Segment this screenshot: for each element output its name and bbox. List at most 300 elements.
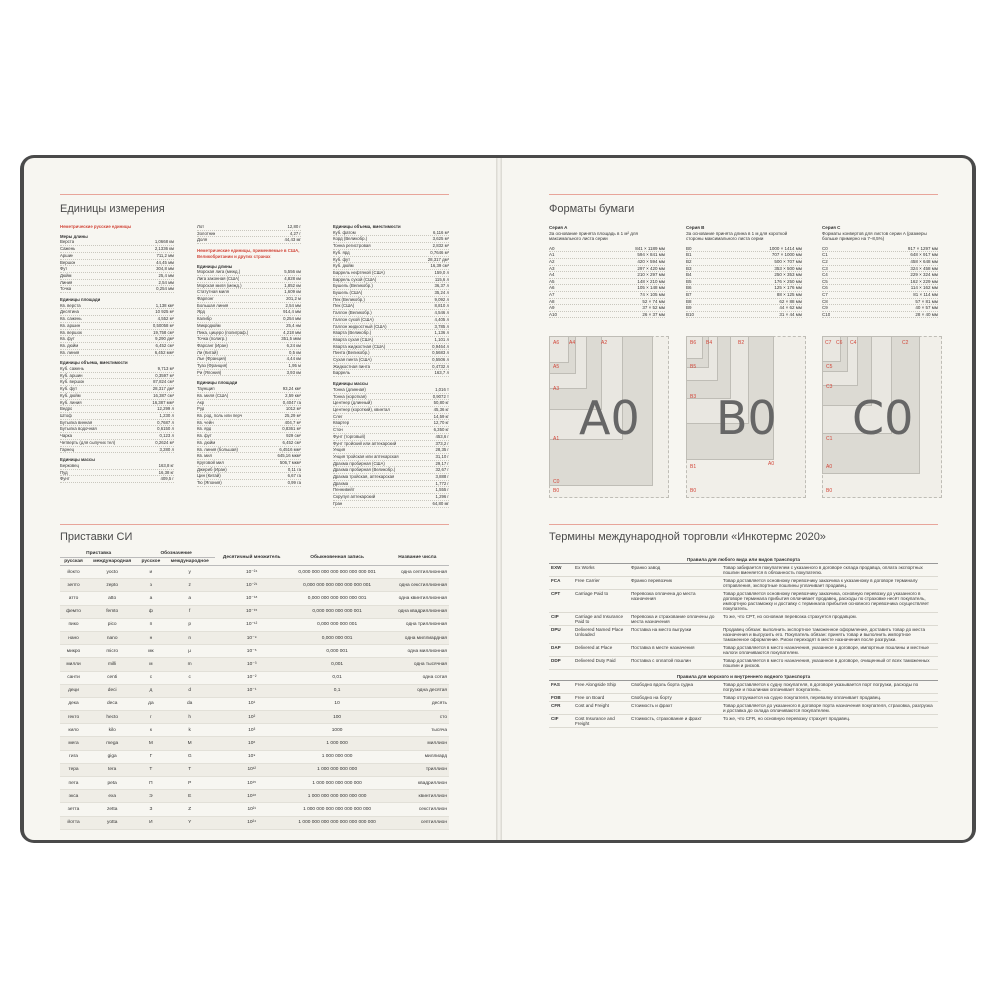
unit-name: Кв. аршин [60,322,81,328]
si-cell: E [164,790,214,803]
incoterms-cell: FOB [549,694,573,702]
unit-value: 0,7646 м³ [430,249,449,255]
si-cell: a [164,592,214,605]
unit-name: Тонна регистровая [333,243,371,249]
incoterms-cell: Франко завод [629,564,721,577]
unit-row [60,239,174,246]
si-cell: centi [87,671,137,684]
si-cell: П [137,777,164,790]
unit-value: 16,387 см³ [153,392,174,398]
unit-value: 25,4 мм [158,272,174,278]
si-cell: санти [60,671,87,684]
paper-format-label: C2 [902,340,909,346]
unit-value: 4,552 м² [157,316,174,322]
si-cell: hecto [87,711,137,724]
unit-value: 297 × 420 мм [637,265,665,271]
unit-value: 6,350 кг [433,427,449,433]
units-column-3 [333,224,449,508]
si-cell: deca [87,697,137,710]
si-cell: и [137,566,164,579]
si-cell: h [164,711,214,724]
unit-value: 351,5 мкм [281,336,301,342]
si-row [60,658,449,671]
unit-row [549,292,665,299]
si-cell: одна десятая [386,684,449,697]
unit-value: 176 × 250 мм [774,278,802,284]
unit-value: 45,36 кг [433,406,449,412]
unit-value: 404,7 м² [284,419,301,425]
unit-name: Фарлонг [197,296,214,302]
unit-name: Цин (Китай) [197,473,221,479]
unit-name: Десятина [60,309,79,315]
unit-value: 506,7 мкм² [279,459,301,465]
series-desc: За основание принята площадь в 1 м² для максимального листа серии [549,230,638,242]
unit-row [333,407,449,414]
unit-row [686,279,802,286]
unit-value: 0,2624 м³ [155,439,174,445]
unit-value: 6,24 км [286,342,301,348]
unit-name: Пуд [60,469,68,475]
si-cell: тера [60,763,87,776]
incoterms-row [549,564,938,577]
si-cell: 10¹⁵ [215,777,289,790]
unit-row [333,324,449,331]
unit-value: 3,785 л [434,323,449,329]
si-cell: сто [386,711,449,724]
unit-row [333,290,449,297]
unit-row [333,344,449,351]
unit-value: 6,4516 мм² [279,446,301,452]
si-cell: nano [87,631,137,644]
unit-value: 162 × 229 мм [910,278,938,284]
units-group-title: Единицы площади [197,380,238,386]
si-cell: 1 000 000 000 000 000 000 000 [289,803,386,816]
incoterms-cell: То же, что CFR, но основную перевозку страхует продавец. [721,715,938,728]
series-desc: За основание принята длина в 1 м для короткой стороны максимального листа серии [686,230,788,242]
units-column-1 [60,224,174,483]
unit-name: Драхма тройская, аптекарская [333,474,395,480]
si-row [60,697,449,710]
si-cell: м [137,658,164,671]
unit-row [60,260,174,267]
unit-row [333,236,449,243]
unit-value: 0,4732 л [432,363,449,369]
paper-format-big-label: C0 [852,391,914,445]
unit-value: 409,5 г [160,476,174,482]
si-cell: фемто [60,605,87,618]
unit-row [822,305,938,312]
unit-row [197,370,301,377]
unit-row [333,337,449,344]
unit-row [60,246,174,253]
si-cell: yocto [87,566,137,579]
si-cell: giga [87,750,137,763]
unit-value: 12,299 л [157,406,174,412]
si-cell: квадриллион [386,777,449,790]
unit-value: 3,93 км [286,369,301,375]
si-cell: атто [60,592,87,605]
unit-name: Большая линия [197,302,229,308]
incoterms-cell: Delivered at Place [573,644,629,657]
unit-name: Статутная миля [197,289,229,295]
unit-value: 37 × 52 мм [642,305,665,311]
unit-row [197,276,301,283]
unit-row [60,253,174,260]
unit-value: 711,2 мм [156,252,174,258]
si-cell: н [137,631,164,644]
si-cell: P [164,777,214,790]
unit-row [60,280,174,287]
si-cell: зепто [60,579,87,592]
paper-format-label: A6 [553,340,560,346]
unit-value: 500 × 707 мм [774,258,802,264]
unit-name: Баррель нефтяной (США) [333,269,385,275]
unit-value: 1,772 г [435,480,449,486]
si-row [60,592,449,605]
unit-value: 125 × 176 мм [774,285,802,291]
unit-name: Аршин [60,252,74,258]
unit-row [333,441,449,448]
unit-value: 0,254 мм [156,286,174,292]
unit-value: 3,625 м³ [432,236,449,242]
si-cell: одна тысячная [386,658,449,671]
unit-row [197,440,301,447]
si-cell: milli [87,658,137,671]
unit-value: 3,888 г [435,474,449,480]
unit-value: 40 × 57 мм [915,305,938,311]
unit-name: Бушель (США) [333,290,363,296]
unit-row [197,356,301,363]
unit-row [197,447,301,454]
si-cell: deci [87,684,137,697]
unit-value: 26 × 37 мм [642,311,665,317]
paper-format-label: B5 [690,364,697,370]
si-cell: 0,000 000 000 000 001 [289,605,386,618]
si-cell: 1 000 000 000 000 000 000 000 000 [289,816,386,829]
unit-name: B0 [686,245,692,251]
unit-row [333,277,449,284]
unit-name: B2 [686,258,692,264]
si-cell: да [137,697,164,710]
incoterms-cell: Товар доставляется основному перевозчику заказчика к указанному в договоре терминалу отправления, экспортные пошлины уплачивает продавец. [721,577,938,590]
unit-row [60,366,174,373]
unit-name: Куб. вершок [60,379,85,385]
unit-row [60,386,174,393]
incoterms-section [549,670,938,681]
unit-value: 1,296 г [435,494,449,500]
incoterms-cell: Товар доставляется в место назначения, указанное в договоре, импортные пошлины и местные налоги оплачиваются покупателем. [721,644,938,657]
unit-row [60,470,174,477]
unit-row [60,336,174,343]
unit-name: Квартер [333,420,350,426]
unit-value: 1012 м² [285,406,301,412]
unit-name: B9 [686,305,692,311]
unit-name: C3 [822,265,828,271]
unit-name: Куб. линия [60,399,82,405]
unit-row [333,270,449,277]
si-cell: Э [137,790,164,803]
incoterms-row [549,657,938,670]
unit-value: 2,54 мм [158,279,174,285]
si-cell: экса [60,790,87,803]
si-cell: k [164,724,214,737]
unit-name: C6 [822,285,828,291]
unit-value: 917 × 1297 мм [907,245,938,251]
unit-row [333,230,449,237]
unit-row [197,406,301,413]
unit-row [686,292,802,299]
si-cell: 0,000 000 000 000 000 001 [289,592,386,605]
unit-row [549,266,665,273]
paper-format-label: A4 [569,340,576,346]
paper-format-label: A0 [768,461,775,467]
units-group-title: Единицы массы [333,381,368,387]
si-row [60,566,449,579]
unit-name: A1 [549,252,555,258]
si-row [60,777,449,790]
incoterms-cell: CIF [549,715,573,728]
units-group-title: Единицы объема, вместимости [60,360,128,366]
unit-name: Фут [60,266,68,272]
unit-name: Пинта (Великобр.) [333,350,370,356]
si-cell: 0,000 000 001 [289,631,386,644]
unit-name: C9 [822,305,828,311]
si-header-sym-intl: международное [164,558,214,566]
unit-name: Туаз (Франция) [197,363,228,369]
unit-name: Верста [60,239,75,245]
incoterms-cell: FCA [549,577,573,590]
si-cell: одна секстиллионная [386,579,449,592]
unit-row [60,476,174,483]
incoterms-row [549,694,938,702]
units-group-title: Меры длины [60,233,88,239]
paper-format-label: A1 [553,436,560,442]
si-cell: Т [137,763,164,776]
si-cell: нано [60,631,87,644]
si-cell: Z [164,803,214,816]
incoterms-cell: EXW [549,564,573,577]
unit-value: 1,95 м [288,363,301,369]
si-cell: y [164,566,214,579]
si-cell: 10⁻⁶ [215,645,289,658]
incoterms-row [549,626,938,644]
unit-name: Фунт [60,476,70,482]
si-cell: d [164,684,214,697]
unit-row [333,447,449,454]
si-cell: д [137,684,164,697]
si-cell: 10¹⁸ [215,790,289,803]
si-cell: mega [87,737,137,750]
incoterms-cell: DDP [549,657,573,670]
si-cell: 100 [289,711,386,724]
unit-value: 929 см² [286,433,301,439]
unit-name: C5 [822,278,828,284]
series-desc: Форматы конвертов для листов серии A (размеры больше примерно на 7–8,5%) [822,230,927,242]
unit-value: 105 × 148 мм [637,285,665,291]
paper-format-label: C7 [825,340,832,346]
unit-name: Кв. верста [60,302,81,308]
unit-row [60,406,174,413]
si-header-intl: международная [87,558,137,566]
unit-row [333,481,449,488]
incoterms-cell: Свободно вдоль борта судна [629,681,721,694]
incoterms-cell: Продавец обязан: выполнить экспортное таможенное оформление, доставить товар до места назначения и выгрузить его. Покупатель обязан: принять товар и выполнить импортное таможенное оформление. Риски переходят в месте назначения после разгрузки. [721,626,938,644]
unit-row [333,427,449,434]
si-cell: 1 000 000 000 000 000 [289,777,386,790]
si-row [60,579,449,592]
unit-row [197,350,301,357]
unit-name: C10 [822,311,831,317]
incoterms-cell: Carriage and Insurance Paid to [573,613,629,626]
unit-name: C1 [822,252,828,258]
si-cell: f [164,605,214,618]
unit-row [549,252,665,259]
unit-name: Куб. фут [333,256,351,262]
si-header-name: Название числа [386,550,449,566]
unit-name: Ведро [60,406,73,412]
paper-format-label: C1 [826,436,833,442]
unit-row [333,364,449,371]
si-cell: zepto [87,579,137,592]
incoterms-cell: DAP [549,644,573,657]
unit-value: 31 × 44 мм [779,311,802,317]
unit-value: 32,67 г [435,467,449,473]
unit-row [333,474,449,481]
si-row [60,605,449,618]
unit-name: C7 [822,291,828,297]
incoterms-cell: Cost and Freight [573,702,629,715]
si-cell: 1 000 000 000 [289,750,386,763]
unit-value: 0,99 га [287,480,301,486]
unit-row [686,312,802,319]
unit-row [549,305,665,312]
top-rule-left [60,194,449,195]
si-cell: а [137,592,164,605]
si-header-multiplier: Десятичный множитель [215,550,289,566]
unit-value: 0,3597 м³ [155,372,174,378]
unit-name: Точка [60,286,72,292]
unit-value: 0,11 га [287,466,301,472]
unit-name: A2 [549,258,555,264]
unit-value: 16,387 мм³ [152,399,174,405]
si-row [60,763,449,776]
incoterms-title: Термины международной торговли «Инкотермс 2020» [549,531,826,543]
si-cell: триллион [386,763,449,776]
unit-name: Кв. сажень [60,316,82,322]
unit-value: 12,80 г [287,224,301,229]
unit-row [333,263,449,270]
si-cell: 10⁻²¹ [215,579,289,592]
si-header-symbol: Обозначение [137,550,215,558]
incoterms-cell: Поставка на место выгрузки [629,626,721,644]
si-cell: 1 000 000 000 000 000 000 [289,790,386,803]
incoterms-row [549,702,938,715]
unit-name: Галлон сухой (США) [333,316,374,322]
incoterms-cell: Carriage Paid to [573,590,629,613]
unit-row [822,272,938,279]
unit-value: 420 × 594 мм [637,258,665,264]
unit-name: A8 [549,298,555,304]
unit-name: Куб. ярд [333,249,350,255]
unit-row [333,434,449,441]
unit-name: Унция тройская или аптекарская [333,453,399,459]
unit-value: 2,59 км² [285,392,301,398]
unit-value: 44 × 62 мм [779,305,802,311]
unit-name: A3 [549,265,555,271]
unit-value: 0,8361 м² [282,426,301,432]
unit-value: 3,280 л [159,446,174,452]
si-cell: c [164,671,214,684]
unit-row [549,246,665,253]
unit-row [60,433,174,440]
unit-value: 0,254 мм [283,316,301,322]
unit-name: Драхма [333,480,349,486]
unit-row [686,285,802,292]
si-cell: секстиллион [386,803,449,816]
paper-format-label: A3 [553,386,560,392]
unit-name: Ри (Япония) [197,369,222,375]
incoterms-cell: Free on Board [573,694,629,702]
unit-name: Куб. фут [60,386,78,392]
unit-row [60,420,174,427]
unit-value: 250 × 353 мм [774,272,802,278]
si-row [60,618,449,631]
unit-value: 2,1336 км [154,246,174,252]
unit-row [549,259,665,266]
incoterms-cell: Товар доставляется основному перевозчику заказчика, основную перевозку до указанного в договоре терминала прибытия оплачивает продавец, расходы по страховке несёт покупатель, импортную растаможку и доставку с терминала прибытия основного перевозчика осуществляет покупатель. [721,590,938,613]
unit-name: Штоф [60,412,72,418]
unit-value: 645,16 мкм² [277,453,301,459]
si-cell: 10⁻¹⁵ [215,605,289,618]
unit-name: Фарсанг (Иран) [197,342,228,348]
si-cell: 1 000 000 000 000 [289,763,386,776]
unit-value: 16,39 см³ [430,263,449,269]
si-cell: pico [87,618,137,631]
unit-row [333,250,449,257]
unit-row [333,303,449,310]
unit-row [333,454,449,461]
unit-value: 1,230 л [159,412,174,418]
unit-value: 6,67 га [287,473,301,479]
unit-value: 0,6150 л [157,426,174,432]
unit-row [197,296,301,303]
si-cell: гига [60,750,87,763]
unit-row [686,299,802,306]
unit-value: 1,101 л [434,336,449,342]
unit-value: 28,317 дм³ [427,256,449,262]
unit-value: 373,2 г [435,440,449,446]
si-cell: кило [60,724,87,737]
unit-row [333,420,449,427]
si-row [60,816,449,829]
unit-value: 25,4 нм [286,322,301,328]
paper-format-label: B6 [690,340,697,346]
unit-value: 594 × 841 мм [637,252,665,258]
unit-row [686,259,802,266]
incoterms-section-title: Правила для любого вида или видов транспорта [549,553,938,564]
incoterms-cell: Delivered Duty Paid [573,657,629,670]
paper-format-label: B0 [553,488,560,494]
unit-value: 159,0 л [434,269,449,275]
si-cell: 1 000 000 [289,737,386,750]
unit-row [549,285,665,292]
incoterms-cell: Cost Insurance and Freight [573,715,629,728]
series-a-block [549,225,665,318]
unit-row [60,323,174,330]
mid-rule-left [60,524,449,525]
si-cell: одна миллиардная [386,631,449,644]
paper-format-label: B0 [690,488,697,494]
